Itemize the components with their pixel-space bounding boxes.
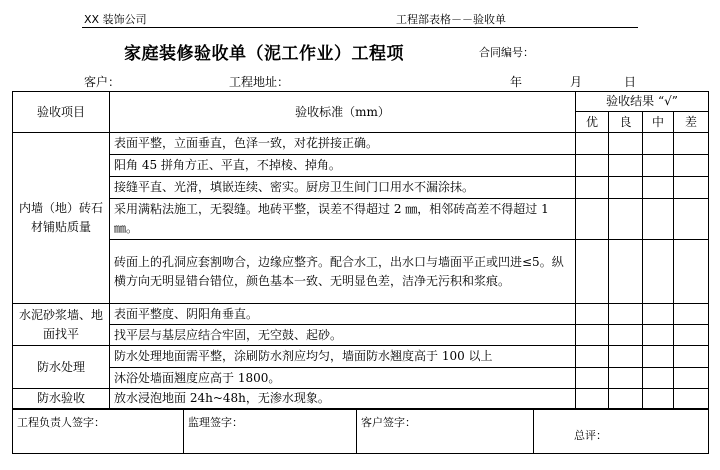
- standard-row: 表面平整度、阴阳角垂直。: [110, 304, 576, 325]
- standard-row: 找平层与基层应结合牢固，无空鼓、起砂。: [110, 325, 576, 346]
- result-cell[interactable]: [643, 368, 674, 389]
- result-cell[interactable]: [643, 346, 674, 368]
- result-cell[interactable]: [609, 240, 643, 304]
- result-cell[interactable]: [576, 325, 609, 346]
- grade-excellent: 优: [576, 112, 609, 133]
- result-cell[interactable]: [576, 389, 609, 409]
- result-cell[interactable]: [576, 177, 609, 199]
- result-cell[interactable]: [609, 199, 643, 240]
- result-cell[interactable]: [609, 177, 643, 199]
- header-item: 验收项目: [13, 92, 110, 133]
- result-cell[interactable]: [576, 199, 609, 240]
- standard-row: 砖面上的孔洞应套割吻合，边缘应整齐。配合水工，出水口与墙面平正或凹进≤5。纵横方向无明显错台错位，颜色基本一致、无明显色差，洁净无污积和浆痕。: [110, 240, 576, 304]
- header-divider: [82, 27, 638, 28]
- result-cell[interactable]: [643, 325, 674, 346]
- result-cell[interactable]: [674, 177, 709, 199]
- item-mortar-leveling: 水泥砂浆墙、地面找平: [13, 304, 110, 346]
- supervisor-signature[interactable]: 监理签字：: [184, 410, 357, 454]
- result-cell[interactable]: [576, 133, 609, 155]
- date-month-label: 月: [570, 75, 583, 89]
- result-cell[interactable]: [609, 155, 643, 177]
- customer-label: 客户：: [84, 75, 121, 89]
- item-waterproof-test: 防水验收: [13, 389, 110, 409]
- company-name: XX 装饰公司: [84, 13, 147, 26]
- result-cell[interactable]: [643, 177, 674, 199]
- result-cell[interactable]: [643, 240, 674, 304]
- item-waterproofing: 防水处理: [13, 346, 110, 389]
- signature-table: [12, 409, 709, 454]
- standard-row: 阳角 45 拼角方正、平直，不掉棱、掉角。: [110, 155, 576, 177]
- result-cell[interactable]: [674, 199, 709, 240]
- result-cell[interactable]: [643, 304, 674, 325]
- document-title: 家庭装修验收单（泥工作业）工程项: [124, 44, 404, 64]
- result-cell[interactable]: [576, 240, 609, 304]
- date-day-label: 日: [624, 75, 637, 89]
- grade-good: 良: [609, 112, 643, 133]
- header-result: 验收结果 “√”: [576, 92, 709, 112]
- result-cell[interactable]: [576, 368, 609, 389]
- result-cell[interactable]: [643, 133, 674, 155]
- standard-row: 表面平整，立面垂直，色泽一致，对花拼接正确。: [110, 133, 576, 155]
- result-cell[interactable]: [609, 325, 643, 346]
- result-cell[interactable]: [609, 389, 643, 409]
- standard-row: 接缝平直、光滑，填嵌连续、密实。厨房卫生间门口用水不漏涂抹。: [110, 177, 576, 199]
- project-lead-signature[interactable]: 工程负责人签字：: [13, 410, 184, 454]
- result-cell[interactable]: [674, 368, 709, 389]
- result-cell[interactable]: [674, 389, 709, 409]
- grade-average: 中: [643, 112, 674, 133]
- result-cell[interactable]: [674, 346, 709, 368]
- result-cell[interactable]: [674, 325, 709, 346]
- standard-row: 采用满粘法施工，无裂缝。地砖平整，误差不得超过 2 ㎜，相邻砖高差不得超过 1 ㎜。: [110, 199, 576, 240]
- header-standard: 验收标准（mm）: [110, 92, 576, 133]
- result-cell[interactable]: [576, 304, 609, 325]
- customer-signature[interactable]: 客户签字：: [357, 410, 534, 454]
- result-cell[interactable]: [674, 155, 709, 177]
- result-cell[interactable]: [674, 240, 709, 304]
- result-cell[interactable]: [576, 346, 609, 368]
- result-cell[interactable]: [609, 368, 643, 389]
- result-cell[interactable]: [576, 155, 609, 177]
- inspection-table: [12, 91, 709, 409]
- address-label: 工程地址：: [229, 75, 290, 89]
- standard-row: 防水处理地面需平整，涂刷防水剂应均匀，墙面防水翘度高于 100 以上: [110, 346, 576, 368]
- result-cell[interactable]: [643, 199, 674, 240]
- result-cell[interactable]: [674, 304, 709, 325]
- result-cell[interactable]: [643, 155, 674, 177]
- result-cell[interactable]: [609, 346, 643, 368]
- grade-poor: 差: [674, 112, 709, 133]
- standard-row: 放水浸泡地面 24h~48h，无渗水现象。: [110, 389, 576, 409]
- result-cell[interactable]: [643, 389, 674, 409]
- item-tile-laying: 内墙（地）砖石材铺贴质量: [13, 133, 110, 304]
- overall-evaluation[interactable]: 总评：: [534, 410, 709, 454]
- result-cell[interactable]: [609, 304, 643, 325]
- contract-number-label: 合同编号：: [479, 46, 534, 59]
- standard-row: 沐浴处墙面翘度应高于 1800。: [110, 368, 576, 389]
- result-cell[interactable]: [674, 133, 709, 155]
- date-year-label: 年: [510, 75, 523, 89]
- result-cell[interactable]: [609, 133, 643, 155]
- form-name: 工程部表格－－验收单: [396, 13, 506, 26]
